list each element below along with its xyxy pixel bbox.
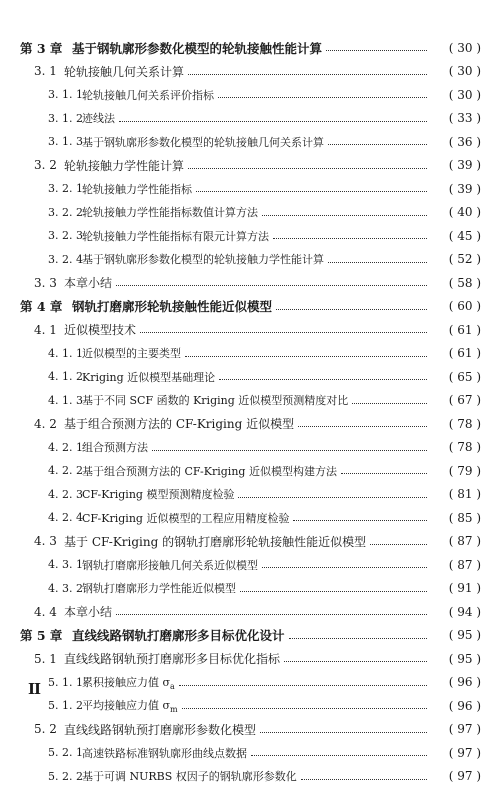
dot-leader bbox=[341, 473, 427, 474]
toc-entry-title: 轮轨接触几何关系计算 bbox=[64, 63, 184, 80]
toc-entry-number: 4. 3. 1 bbox=[48, 558, 82, 571]
toc-entry-page: ( 79 ) bbox=[431, 464, 481, 478]
dot-leader bbox=[188, 168, 427, 169]
toc-entry-number: 4. 4 bbox=[34, 605, 64, 619]
dot-leader bbox=[152, 450, 427, 451]
toc-entry-page: ( 30 ) bbox=[431, 88, 481, 102]
toc-entry-section[interactable] bbox=[0, 271, 500, 295]
toc-entry-number: 3. 1. 3 bbox=[48, 135, 82, 148]
toc-entry-title: 直线线路钢轨预打磨廓形参数化模型 bbox=[64, 721, 256, 738]
dot-leader bbox=[182, 708, 427, 709]
toc-entry-sub[interactable] bbox=[0, 483, 500, 507]
toc-entry-title-subscript: m bbox=[170, 705, 178, 714]
toc-entry-title: 基于不同 SCF 函数的 Kriging 近似模型预测精度对比 bbox=[82, 392, 348, 408]
toc-entry-title: 基于钢轨廓形参数化模型的轮轨接触几何关系计算 bbox=[82, 134, 324, 150]
toc-entry-page: ( 85 ) bbox=[431, 511, 481, 525]
dot-leader bbox=[196, 191, 427, 192]
dot-leader bbox=[185, 356, 427, 357]
toc-entry-section[interactable] bbox=[0, 718, 500, 742]
toc-entry-number: 5. 2. 2 bbox=[48, 770, 82, 783]
toc-entry-number: 4. 1. 1 bbox=[48, 347, 82, 360]
dot-leader bbox=[219, 379, 427, 380]
toc-entry-section[interactable] bbox=[0, 412, 500, 436]
toc-entry-title: Kriging 近似模型基础理论 bbox=[82, 369, 215, 385]
toc-entry-title: 基于钢轨廓形参数化模型的轮轨接触性能计算 bbox=[72, 39, 322, 57]
toc-entry-title: CF-Kriging 模型预测精度检验 bbox=[82, 486, 234, 502]
toc-entry-chapter[interactable] bbox=[0, 624, 500, 648]
toc-entry-chapter[interactable] bbox=[0, 36, 500, 60]
toc-entry-section[interactable] bbox=[0, 647, 500, 671]
toc-entry-number: 4. 3 bbox=[34, 534, 64, 548]
table-of-contents bbox=[0, 36, 500, 788]
toc-entry-number: 4. 2. 4 bbox=[48, 511, 82, 524]
dot-leader bbox=[293, 520, 427, 521]
dot-leader bbox=[370, 544, 427, 545]
toc-entry-number: 3. 2. 2 bbox=[48, 206, 82, 219]
dot-leader bbox=[260, 732, 427, 733]
toc-entry-section[interactable] bbox=[0, 60, 500, 84]
dot-leader bbox=[116, 614, 427, 615]
dot-leader bbox=[240, 591, 427, 592]
toc-entry-title-subscript: a bbox=[170, 682, 175, 691]
toc-entry-title: 直线线路钢轨打磨廓形多目标优化设计 bbox=[72, 626, 285, 644]
toc-entry-section[interactable] bbox=[0, 600, 500, 624]
toc-entry-number: 5. 1. 2 bbox=[48, 699, 82, 712]
toc-entry-section[interactable] bbox=[0, 154, 500, 178]
toc-entry-page: ( 97 ) bbox=[431, 722, 481, 736]
toc-entry-number: 3. 1. 2 bbox=[48, 112, 82, 125]
toc-entry-page: ( 65 ) bbox=[431, 370, 481, 384]
toc-entry-sub[interactable] bbox=[0, 83, 500, 107]
toc-entry-page: ( 67 ) bbox=[431, 393, 481, 407]
dot-leader bbox=[328, 262, 427, 263]
toc-entry-page: ( 78 ) bbox=[431, 440, 481, 454]
toc-entry-number: 第 3 章 bbox=[20, 39, 72, 57]
dot-leader bbox=[276, 309, 427, 310]
toc-entry-number: 3. 3 bbox=[34, 276, 64, 290]
toc-entry-title: 轮轨接触力学性能计算 bbox=[64, 157, 184, 174]
toc-entry-number: 第 4 章 bbox=[20, 297, 72, 315]
toc-entry-number: 3. 2. 3 bbox=[48, 229, 82, 242]
toc-entry-title: 组合预测方法 bbox=[82, 439, 148, 455]
toc-entry-sub[interactable] bbox=[0, 130, 500, 154]
toc-entry-title: 钢轨打磨廓形力学性能近似模型 bbox=[82, 580, 236, 596]
toc-entry-title: 基于组合预测方法的 CF-Kriging 近似模型 bbox=[64, 415, 294, 432]
toc-entry-number: 4. 1. 3 bbox=[48, 394, 82, 407]
toc-entry-number: 4. 2. 3 bbox=[48, 488, 82, 501]
toc-entry-title: 轮轨接触力学性能指标数值计算方法 bbox=[82, 204, 258, 220]
toc-entry-title: 近似模型技术 bbox=[64, 321, 136, 338]
toc-entry-page: ( 30 ) bbox=[431, 41, 481, 55]
toc-entry-number: 4. 2. 1 bbox=[48, 441, 82, 454]
toc-entry-number: 3. 2. 1 bbox=[48, 182, 82, 195]
toc-entry-page: ( 61 ) bbox=[431, 346, 481, 360]
toc-entry-page: ( 33 ) bbox=[431, 111, 481, 125]
toc-entry-page: ( 61 ) bbox=[431, 323, 481, 337]
toc-entry-sub[interactable] bbox=[0, 224, 500, 248]
dot-leader bbox=[284, 661, 427, 662]
dot-leader bbox=[298, 426, 427, 427]
toc-entry-page: ( 95 ) bbox=[431, 652, 481, 666]
toc-entry-page: ( 91 ) bbox=[431, 581, 481, 595]
toc-entry-sub[interactable] bbox=[0, 671, 500, 695]
toc-entry-sub[interactable] bbox=[0, 459, 500, 483]
toc-entry-number: 4. 3. 2 bbox=[48, 582, 82, 595]
toc-entry-sub[interactable] bbox=[0, 248, 500, 272]
toc-entry-title: 高速铁路标准钢轨廓形曲线点数据 bbox=[82, 745, 247, 761]
toc-entry-number: 3. 2. 4 bbox=[48, 253, 82, 266]
dot-leader bbox=[301, 779, 427, 780]
dot-leader bbox=[262, 215, 427, 216]
toc-entry-title: 轮轨接触几何关系评价指标 bbox=[82, 87, 214, 103]
dot-leader bbox=[328, 144, 427, 145]
dot-leader bbox=[251, 755, 427, 756]
toc-entry-number: 4. 1 bbox=[34, 323, 64, 337]
toc-entry-sub[interactable] bbox=[0, 741, 500, 765]
toc-entry-sub[interactable] bbox=[0, 506, 500, 530]
toc-entry-title: 基于钢轨廓形参数化模型的轮轨接触力学性能计算 bbox=[82, 251, 324, 267]
toc-entry-number: 第 5 章 bbox=[20, 626, 72, 644]
toc-entry-page: ( 36 ) bbox=[431, 135, 481, 149]
toc-entry-page: ( 58 ) bbox=[431, 276, 481, 290]
toc-entry-title: 轮轨接触力学性能指标有限元计算方法 bbox=[82, 228, 269, 244]
toc-entry-number: 3. 2 bbox=[34, 158, 64, 172]
toc-entry-page: ( 30 ) bbox=[431, 64, 481, 78]
toc-entry-sub[interactable] bbox=[0, 107, 500, 131]
toc-entry-title: 本章小结 bbox=[64, 274, 112, 291]
toc-entry-number: 4. 2 bbox=[34, 417, 64, 431]
toc-entry-page: ( 81 ) bbox=[431, 487, 481, 501]
toc-entry-title: 钢轨打磨廓形轮轨接触性能近似模型 bbox=[72, 297, 272, 315]
toc-entry-sub[interactable] bbox=[0, 436, 500, 460]
toc-entry-page: ( 39 ) bbox=[431, 182, 481, 196]
dot-leader bbox=[289, 638, 427, 639]
toc-entry-number: 3. 1. 1 bbox=[48, 88, 82, 101]
toc-entry-sub[interactable] bbox=[0, 365, 500, 389]
toc-entry-number: 3. 1 bbox=[34, 64, 64, 78]
toc-entry-page: ( 60 ) bbox=[431, 299, 481, 313]
toc-entry-sub[interactable] bbox=[0, 765, 500, 788]
dot-leader bbox=[238, 497, 427, 498]
dot-leader bbox=[179, 685, 427, 686]
toc-entry-page: ( 97 ) bbox=[431, 746, 481, 760]
toc-entry-number: 5. 2. 1 bbox=[48, 746, 82, 759]
dot-leader bbox=[188, 74, 427, 75]
toc-entry-sub[interactable] bbox=[0, 553, 500, 577]
dot-leader bbox=[262, 567, 427, 568]
toc-entry-number: 4. 1. 2 bbox=[48, 370, 82, 383]
toc-entry-page: ( 52 ) bbox=[431, 252, 481, 266]
toc-entry-number: 5. 2 bbox=[34, 722, 64, 736]
toc-entry-title: 基于 CF-Kriging 的钢轨打磨廓形轮轨接触性能近似模型 bbox=[64, 533, 366, 550]
dot-leader bbox=[140, 332, 427, 333]
dot-leader bbox=[352, 403, 427, 404]
toc-entry-page: ( 40 ) bbox=[431, 205, 481, 219]
toc-entry-sub[interactable] bbox=[0, 577, 500, 601]
toc-entry-title: 基于可调 NURBS 权因子的钢轨廓形参数化 bbox=[82, 768, 297, 784]
toc-entry-page: ( 97 ) bbox=[431, 769, 481, 783]
toc-entry-title: 钢轨打磨廓形接触几何关系近似模型 bbox=[82, 557, 258, 573]
toc-entry-title: 轮轨接触力学性能指标 bbox=[82, 181, 192, 197]
toc-entry-number: 4. 2. 2 bbox=[48, 464, 82, 477]
page-number-marker: II bbox=[28, 680, 40, 698]
toc-entry-sub[interactable] bbox=[0, 201, 500, 225]
toc-entry-title: 平均接触应力值 $\sigma_m$ bbox=[82, 697, 178, 714]
dot-leader bbox=[119, 121, 427, 122]
toc-entry-page: ( 96 ) bbox=[431, 675, 481, 689]
dot-leader bbox=[218, 97, 427, 98]
toc-entry-title: 基于组合预测方法的 CF-Kriging 近似模型构建方法 bbox=[82, 463, 337, 479]
toc-entry-number: 5. 1 bbox=[34, 652, 64, 666]
toc-entry-chapter[interactable] bbox=[0, 295, 500, 319]
toc-entry-page: ( 96 ) bbox=[431, 699, 481, 713]
toc-entry-page: ( 95 ) bbox=[431, 628, 481, 642]
toc-entry-title: 迹线法 bbox=[82, 110, 115, 126]
toc-entry-section[interactable] bbox=[0, 530, 500, 554]
toc-entry-page: ( 45 ) bbox=[431, 229, 481, 243]
toc-entry-page: ( 78 ) bbox=[431, 417, 481, 431]
toc-entry-page: ( 87 ) bbox=[431, 534, 481, 548]
dot-leader bbox=[326, 50, 427, 51]
toc-entry-title: 直线线路钢轨预打磨廓形多目标优化指标 bbox=[64, 650, 280, 667]
toc-entry-title: 累积接触应力值 $\sigma_a$ bbox=[82, 674, 175, 691]
toc-entry-title: CF-Kriging 近似模型的工程应用精度检验 bbox=[82, 510, 289, 526]
toc-entry-sub[interactable] bbox=[0, 694, 500, 718]
toc-entry-page: ( 94 ) bbox=[431, 605, 481, 619]
toc-entry-sub[interactable] bbox=[0, 389, 500, 413]
toc-entry-page: ( 39 ) bbox=[431, 158, 481, 172]
toc-entry-sub[interactable] bbox=[0, 177, 500, 201]
dot-leader bbox=[116, 285, 427, 286]
toc-entry-title: 本章小结 bbox=[64, 603, 112, 620]
toc-entry-title: 近似模型的主要类型 bbox=[82, 345, 181, 361]
toc-entry-section[interactable] bbox=[0, 318, 500, 342]
toc-entry-page: ( 87 ) bbox=[431, 558, 481, 572]
dot-leader bbox=[273, 238, 427, 239]
toc-entry-number: 5. 1. 1 bbox=[48, 676, 82, 689]
toc-entry-sub[interactable] bbox=[0, 342, 500, 366]
